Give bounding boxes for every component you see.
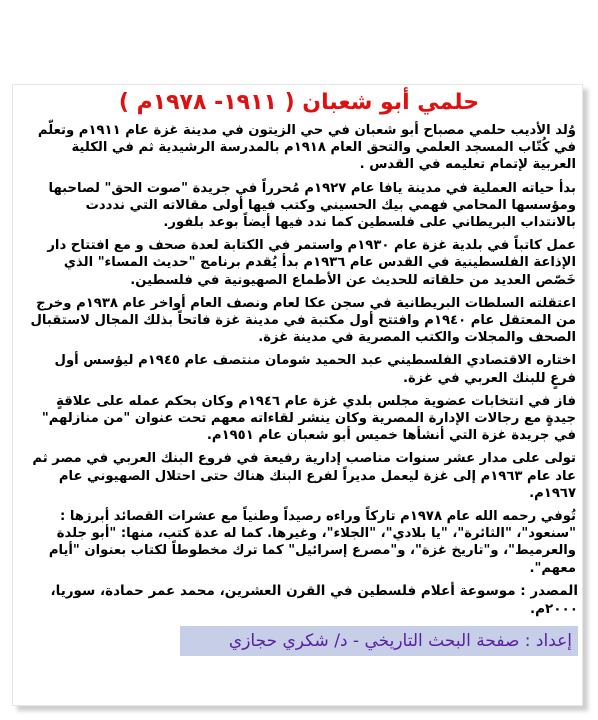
paragraph-bank: اختاره الاقتصادي الفلسطيني عبد الحميد شومان منتصف عام ١٩٤٥م ليؤسس أول فرعٍ للبنك العربي في غزة. [54,353,576,386]
paragraph-radio: عمل كاتباً في بلدية غزة عام ١٩٣٠م واستمر في الكتابة لعدة صحف و مع افتتاح دار الإذاعة الفلسطينية في القدس عام ١٩٣٦م بدأ يُقدم برنامج "حديث المساء" الذي خَصّص العديد من حلقاته للحديث عن الأطماع الصهيونية في فلسطين. [47,238,576,288]
paragraph-positions: تولى على مدار عشر سنوات مناصب إدارية رفيعة في فروع البنك العربي في مصر ثم عاد عام ١٩٦٣م إلى غزة ليعمل مديراً لفرع البنك هناك حتى احتلال الصهيوني عام ١٩٦٧م. [32,451,576,501]
page-title: حلمي أبو شعبان ( ١٩١١- ١٩٧٨م ) [118,90,480,115]
paragraph-council: فاز في انتخابات عضوية مجلس بلدي غزة عام ١٩٤٦م وكان بحكم عمله على علاقةٍ جيدةٍ مع رجالات الإدارة المصرية وكان ينشر لقاءاته معهم تحت عنوان "من منازلهم" في جريدة غزة التي أنشأها خميس أبو شعبان عام ١٩٥١م. [41,393,576,444]
biography-body [28,122,576,583]
paragraph-birth: وُلد الأديب حلمي مصباح أبو شعبان في حي الزيتون في مدينة غزة عام ١٩١١م وتعلّم في كُتّاب المسجد العلمي والتحق العام ١٩١٨م بالمدرسة الرشيدية ثم في الكلية العربية لإتمام تعليمه في القدس . [37,123,576,173]
paragraph-death: تُوفي رحمه الله عام ١٩٧٨م تاركاً وراءه رصيداً وطنياً مع عشرات القصائد أبرزها : "سنعود"، "الثائرة"، "يا بلادي"، "الجلاء"، وغيرها. كما له عدة كتب، منها: "أبو جلدة والعرميط"، و"تاريخ غزة"، و"مصرع إسرائيل" كما ترك مخطوطاً لكتاب بعنوان "أيام معهم". [48,509,576,576]
source-citation: المصدر : موسوعة أعلام فلسطين في القرن العشرين، محمد عمر حمادة، سوريا، ٢٠٠٠م. [50,583,578,617]
paragraph-arrest: اعتقلته السلطات البريطانية في سجن عكا لعام ونصف العام أواخر عام ١٩٣٨م وخرج من المعتقل عام ١٩٤٠م وافتتح أول مكتبة في مدينة غزة فاتحاً بذلك المجال لاستقبال الصحف والمجلات والكتب المصرية في مدينة غزة. [30,295,576,346]
paragraph-early-career: بدأ حياته العملية في مدينة يافا عام ١٩٢٧م مُحرراً في جريدة "صوت الحق" لصاحبها ومؤسسها المحامي فهمي بيك الحسيني وكتب فيها أولى مقالاته التي ندددت بالانتداب البريطاني على فلسطين كما ندد فيها أيضاً بوعد بلفور. [48,180,576,231]
footer-credit: إعداد : صفحة البحث التاريخي - د/ شكري حجازي [228,631,572,651]
